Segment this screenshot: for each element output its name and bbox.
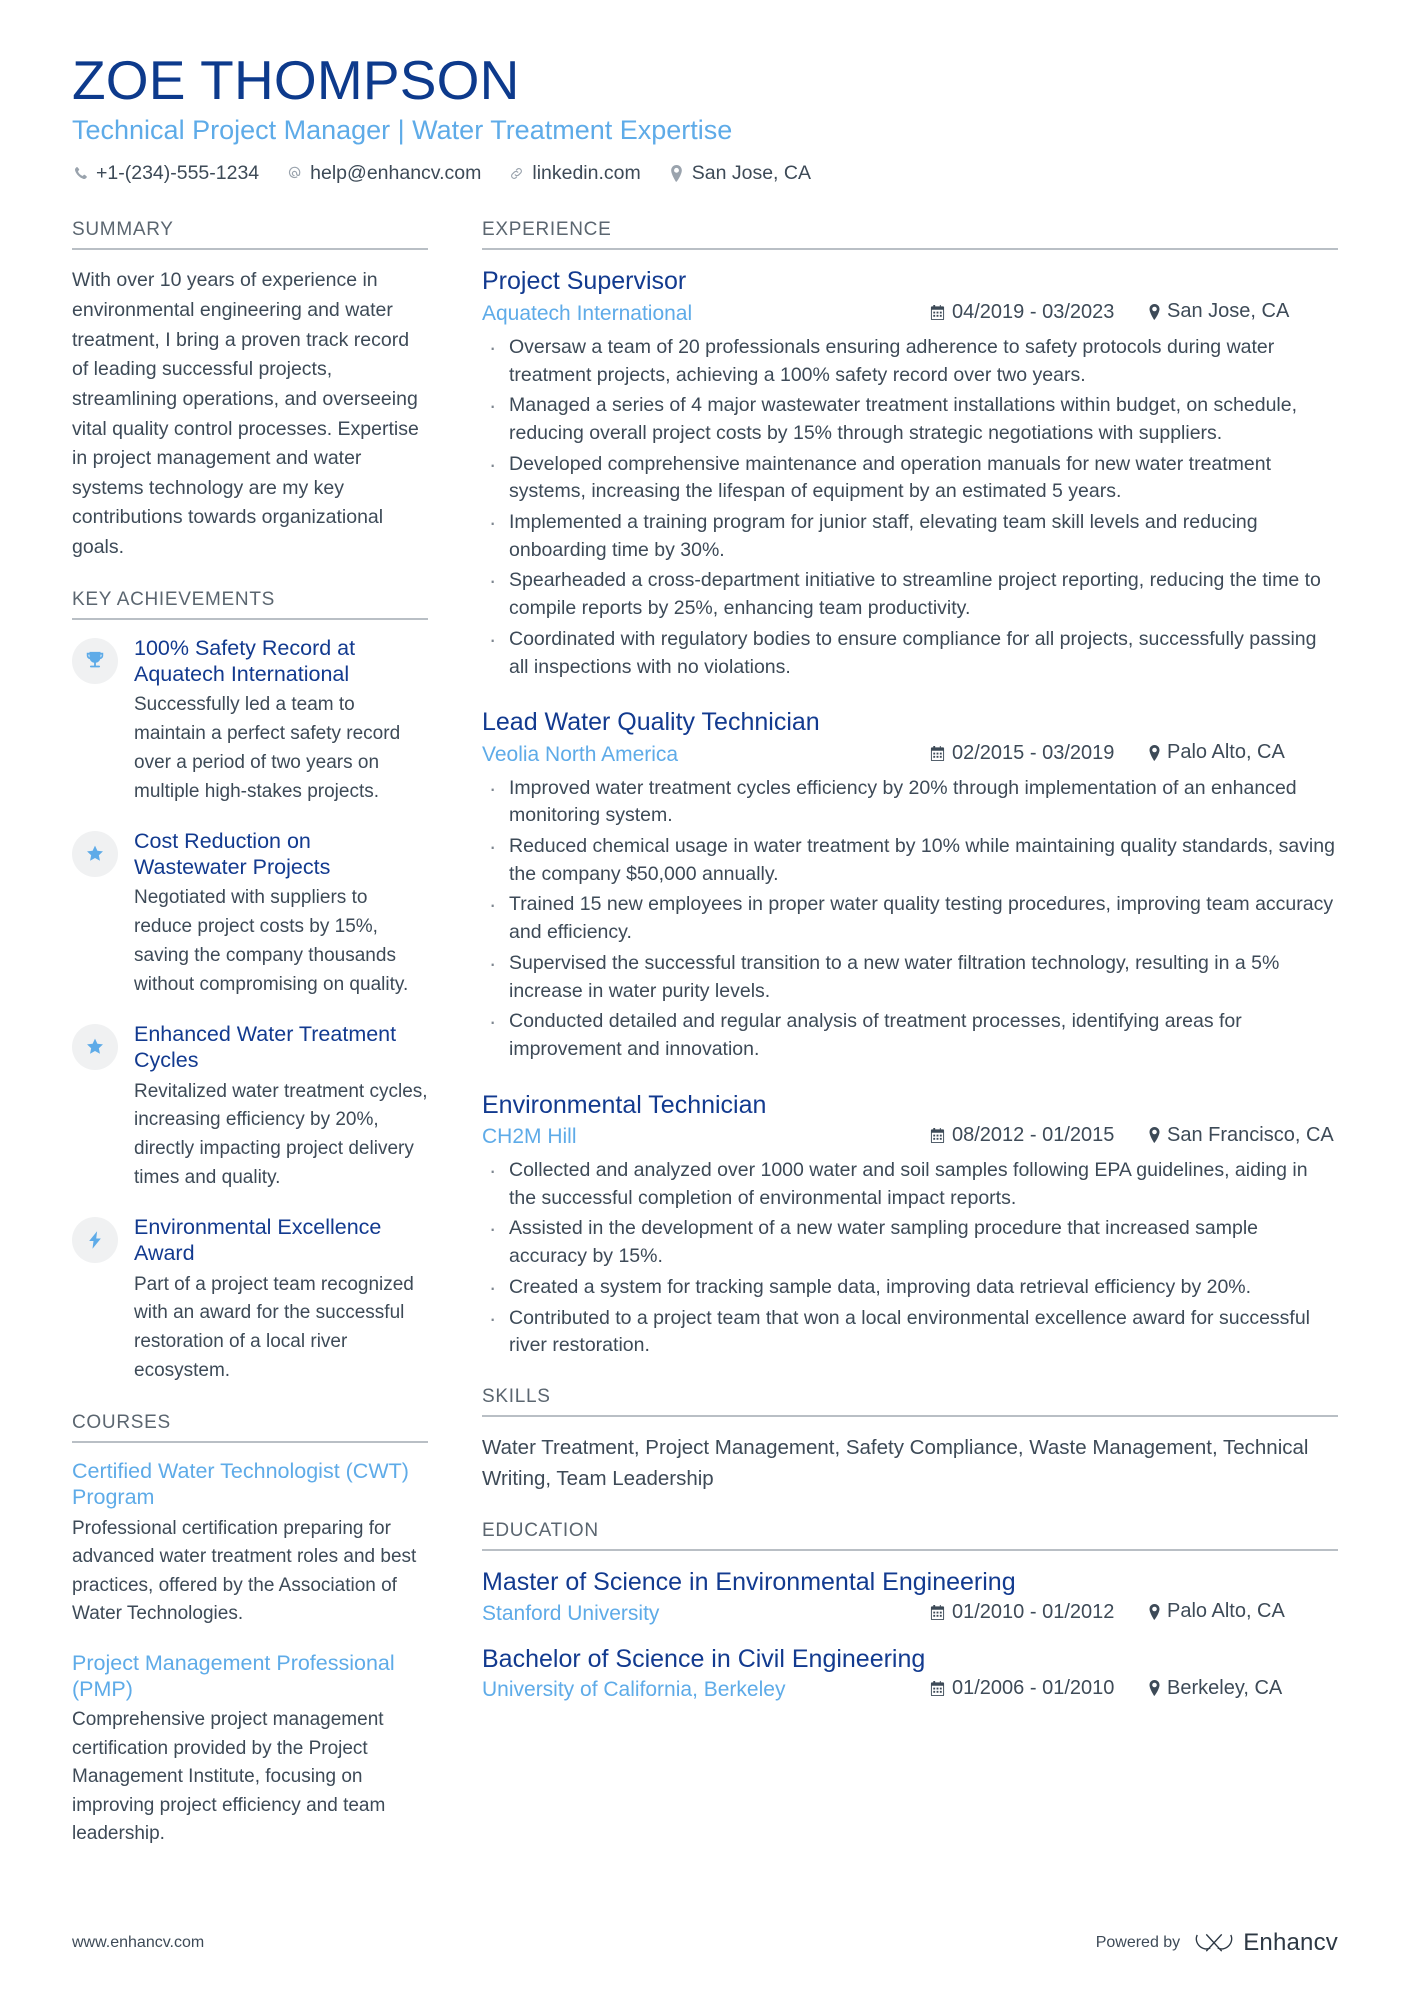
left-column [72, 219, 472, 1874]
job-location [1148, 1124, 1338, 1147]
star-icon [84, 1036, 106, 1058]
course-item [72, 1459, 428, 1629]
job-location-text: San Francisco, CA [1167, 1123, 1334, 1146]
education-degree: Bachelor of Science in Civil Engineering [482, 1644, 926, 1673]
job-bullets [482, 775, 1338, 1064]
contact-phone[interactable] [72, 162, 259, 185]
job-bullet: · Oversaw a team of 20 professionals ensuring adherence to safety protocols during water treatment projects, achieving a 100% safety record over two years. [482, 334, 1338, 389]
link-icon [508, 164, 525, 183]
education-item [482, 1644, 1338, 1703]
section-skills [482, 1386, 1338, 1495]
section-title-skills: SKILLS [482, 1386, 1338, 1417]
education-location [1148, 1677, 1338, 1700]
course-item [72, 1651, 428, 1849]
contact-location-text: San Jose, CA [691, 162, 811, 185]
experience-item [482, 1090, 1338, 1360]
achievement-badge [72, 1217, 118, 1263]
achievement-title: Environmental Excellence Award [134, 1215, 382, 1265]
job-location [1148, 741, 1338, 764]
achievement-item [72, 1215, 428, 1386]
candidate-headline: Technical Project Manager | Water Treatment Expertise [72, 115, 733, 146]
course-title: Certified Water Technologist (CWT) Program [72, 1459, 409, 1509]
education-degree: Master of Science in Environmental Engineering [482, 1568, 1016, 1597]
summary-text: With over 10 years of experience in environmental engineering and water treatment, I bring a proven track record of leading successful projects, streamlining operations, and overseeing vital quality control processes. Expertise in project management and water systems technology are my key contributions towards organizational goals. [72, 269, 419, 559]
section-title-summary: SUMMARY [72, 219, 428, 250]
job-bullet: · Trained 15 new employees in proper water quality testing procedures, improving team accuracy and efficiency. [482, 891, 1338, 946]
achievement-badge [72, 638, 118, 684]
achievement-badge [72, 1024, 118, 1070]
job-date-text: 04/2019 - 03/2023 [952, 300, 1115, 323]
location-icon [1148, 1127, 1161, 1143]
job-company: Aquatech International [482, 301, 693, 325]
section-title-experience: EXPERIENCE [482, 219, 1338, 250]
education-meta [482, 1600, 1338, 1626]
email-icon [286, 164, 303, 183]
job-company: CH2M Hill [482, 1125, 577, 1149]
achievement-item [72, 1022, 428, 1193]
course-title: Project Management Professional (PMP) [72, 1650, 395, 1701]
achievement-badge [72, 831, 118, 877]
bolt-icon [85, 1230, 105, 1250]
footer-branding [1096, 1929, 1338, 1957]
job-bullet: · Collected and analyzed over 1000 water and soil samples following EPA guidelines, aiding in the successful completion of environmental impact reports. [482, 1157, 1338, 1212]
job-date [930, 301, 1148, 324]
achievement-body [134, 1215, 428, 1386]
footer-url[interactable]: www.enhancv.com [72, 1934, 205, 1951]
job-bullet: · Conducted detailed and regular analysis of treatment processes, identifying areas for improvement and innovation. [482, 1008, 1338, 1063]
page-footer [72, 1929, 1338, 1957]
resume-header [72, 49, 1338, 185]
job-location [1148, 300, 1338, 323]
job-bullets [482, 1157, 1338, 1360]
calendar-icon [930, 746, 945, 761]
enhancv-wordmark: Enhancv [1243, 1929, 1338, 1956]
location-icon [1148, 1680, 1161, 1696]
location-icon [1148, 304, 1161, 320]
achievement-body [134, 636, 428, 807]
job-location-text: San Jose, CA [1167, 300, 1290, 323]
achievement-body [134, 1022, 428, 1193]
education-date-text: 01/2010 - 01/2012 [952, 1600, 1115, 1623]
job-bullet: · Coordinated with regulatory bodies to ensure compliance for all projects, successfully passing all inspections with no violations. [482, 626, 1338, 681]
contact-linkedin-text: linkedin.com [532, 162, 641, 185]
section-title-courses: COURSES [72, 1412, 428, 1443]
achievement-title: 100% Safety Record at Aquatech International [134, 635, 356, 686]
enhancv-mark-icon [1194, 1930, 1234, 1956]
star-icon [84, 843, 106, 865]
course-desc: Comprehensive project management certification provided by the Project Management Institute, focusing on improving project efficiency and team leadership. [72, 1709, 386, 1845]
resume-body [72, 219, 1338, 1874]
job-bullet: · Supervised the successful transition to a new water filtration technology, resulting in a 5% increase in water purity levels. [482, 950, 1338, 1005]
job-bullet: · Developed comprehensive maintenance and operation manuals for new water treatment systems, increasing the lifespan of equipment by an estimated 5 years. [482, 451, 1338, 506]
job-meta [482, 741, 1338, 767]
education-date [930, 1677, 1148, 1700]
education-location [1148, 1600, 1338, 1623]
job-date [930, 742, 1148, 765]
job-date [930, 1124, 1148, 1147]
contact-email-text: help@enhancv.com [310, 162, 482, 185]
experience-item [482, 707, 1338, 1063]
job-bullet: · Implemented a training program for junior staff, elevating team skill levels and reducing onboarding time by 30%. [482, 509, 1338, 564]
calendar-icon [930, 305, 945, 320]
right-column [472, 219, 1338, 1728]
skills-text: Water Treatment, Project Management, Safety Compliance, Waste Management, Technical Writing, Team Leadership [482, 1435, 1309, 1490]
footer-powered-label: Powered by [1095, 1934, 1181, 1951]
job-title: Project Supervisor [482, 267, 687, 296]
education-school: Stanford University [482, 1601, 660, 1625]
job-title: Environmental Technician [482, 1090, 767, 1119]
job-location-text: Palo Alto, CA [1167, 741, 1285, 764]
section-title-education: EDUCATION [482, 1520, 1338, 1551]
contact-linkedin[interactable] [508, 162, 640, 185]
job-title: Lead Water Quality Technician [482, 708, 820, 737]
section-education [482, 1520, 1338, 1702]
section-summary [72, 219, 428, 562]
contact-row [72, 162, 1338, 185]
job-bullet: · Spearheaded a cross-department initiative to streamline project reporting, reducing the time to compile reports by 25%, enhancing team productivity. [482, 567, 1338, 622]
course-desc: Professional certification preparing for advanced water treatment roles and best practices, offered by the Association of Water Technologies. [72, 1517, 417, 1625]
section-key-achievements [72, 589, 428, 1386]
candidate-name: ZOE THOMPSON [72, 49, 520, 111]
calendar-icon [930, 1605, 945, 1620]
job-bullets [482, 334, 1338, 681]
job-bullet: · Improved water treatment cycles efficiency by 20% through implementation of an enhanced monitoring system. [482, 775, 1338, 830]
section-title-key-achievements: KEY ACHIEVEMENTS [72, 589, 428, 620]
job-bullet: · Managed a series of 4 major wastewater treatment installations within budget, on schedule, reducing overall project costs by 15% through strategic negotiations with suppliers. [482, 392, 1338, 447]
achievement-desc: Revitalized water treatment cycles, increasing efficiency by 20%, directly impacting project delivery times and quality. [134, 1080, 428, 1189]
achievement-desc: Part of a project team recognized with an award for the successful restoration of a local river ecosystem. [134, 1273, 414, 1382]
contact-email[interactable] [286, 162, 481, 185]
education-item [482, 1567, 1338, 1626]
education-location-text: Berkeley, CA [1167, 1676, 1283, 1699]
achievement-item [72, 636, 428, 807]
enhancv-logo [1194, 1929, 1338, 1957]
achievement-title: Enhanced Water Treatment Cycles [134, 1021, 397, 1072]
section-courses [72, 1412, 428, 1849]
education-date [930, 1601, 1148, 1624]
achievement-title: Cost Reduction on Wastewater Projects [134, 828, 331, 879]
phone-icon [72, 164, 89, 183]
achievement-body [134, 829, 428, 1000]
job-date-text: 08/2012 - 01/2015 [952, 1124, 1115, 1147]
job-bullet: · Assisted in the development of a new water sampling procedure that increased sample accuracy by 15%. [482, 1215, 1338, 1270]
education-location-text: Palo Alto, CA [1167, 1600, 1285, 1623]
job-bullet: · Contributed to a project team that won a local environmental excellence award for successful river restoration. [482, 1305, 1338, 1360]
education-date-text: 01/2006 - 01/2010 [952, 1677, 1115, 1700]
job-company: Veolia North America [482, 742, 679, 766]
job-date-text: 02/2015 - 03/2019 [952, 741, 1115, 764]
education-meta [482, 1677, 1338, 1703]
trophy-icon [84, 650, 106, 672]
contact-location [668, 162, 811, 185]
job-bullet: · Created a system for tracking sample data, improving data retrieval efficiency by 20%. [482, 1274, 1338, 1302]
job-meta [482, 1124, 1338, 1150]
calendar-icon [930, 1128, 945, 1143]
education-school: University of California, Berkeley [482, 1678, 786, 1702]
achievement-item [72, 829, 428, 1000]
calendar-icon [930, 1681, 945, 1696]
location-icon [668, 164, 685, 183]
experience-item [482, 266, 1338, 681]
contact-phone-text: +1-(234)-555-1234 [96, 162, 260, 185]
achievement-desc: Successfully led a team to maintain a perfect safety record over a period of two years on multiple high-stakes projects. [134, 694, 401, 802]
location-icon [1148, 1604, 1161, 1620]
location-icon [1148, 745, 1161, 761]
job-bullet: · Reduced chemical usage in water treatment by 10% while maintaining quality standards, saving the company $50,000 annually. [482, 833, 1338, 888]
section-experience [482, 219, 1338, 1359]
achievement-desc: Negotiated with suppliers to reduce project costs by 15%, saving the company thousands without compromising on quality. [134, 887, 409, 996]
job-meta [482, 300, 1338, 326]
